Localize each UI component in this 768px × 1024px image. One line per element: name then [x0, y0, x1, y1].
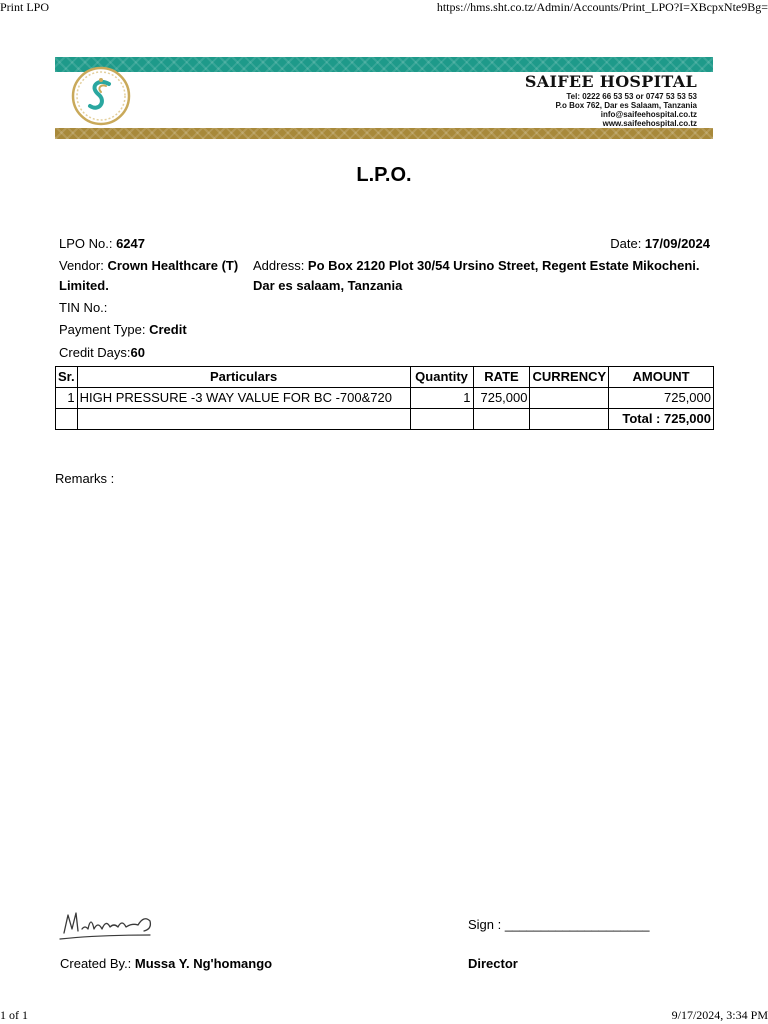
payment-type-label: Payment Type: — [59, 322, 150, 337]
date-field — [610, 234, 710, 254]
address-label: Address: — [253, 258, 308, 273]
cell-particulars: HIGH PRESSURE -3 WAY VALUE FOR BC -700&720 — [77, 388, 410, 409]
total-empty-cell — [77, 409, 410, 430]
signature-image — [58, 905, 158, 945]
column-header-currency: CURRENCY — [530, 367, 609, 388]
banner-bottom-band — [55, 128, 713, 139]
column-header-rate: RATE — [473, 367, 530, 388]
browser-print-header — [0, 0, 768, 16]
cell-rate: 725,000 — [473, 388, 530, 409]
column-header-quantity: Quantity — [410, 367, 473, 388]
address-line1: Po Box 2120 Plot 30/54 Ursino Street, Regent Estate Mikocheni. — [307, 258, 700, 273]
total-amount: Total : 725,000 — [609, 409, 714, 430]
tin-field — [59, 298, 107, 318]
cell-currency — [530, 388, 609, 409]
total-empty-cell — [530, 409, 609, 430]
print-page-count: 1 of 1 — [0, 1008, 28, 1022]
date-label: Date: — [610, 236, 645, 251]
lpo-number-label: LPO No.: — [59, 236, 117, 251]
payment-type-field — [59, 320, 187, 340]
vendor-name-line1: Crown Healthcare (T) — [107, 258, 239, 273]
hospital-email: info@saifeehospital.co.tz — [600, 110, 697, 119]
lpo-number-field — [59, 234, 145, 254]
cell-sr: 1 — [56, 388, 78, 409]
table-header-row — [56, 367, 714, 388]
credit-days-label: Credit Days: — [59, 345, 131, 360]
address-field — [253, 256, 700, 296]
director-label: Director — [468, 956, 518, 971]
table-row — [56, 388, 714, 409]
created-by-label: Created By.: — [60, 956, 135, 971]
hospital-address: P.o Box 762, Dar es Salaam, Tanzania — [555, 101, 697, 110]
lpo-number-value: 6247 — [116, 236, 145, 251]
tin-label: TIN No.: — [59, 300, 108, 315]
total-empty-cell — [410, 409, 473, 430]
created-by-value: Mussa Y. Ng'homango — [134, 956, 273, 971]
print-page-title: Print LPO — [0, 0, 50, 14]
address-line2: Dar es salaam, Tanzania — [253, 278, 403, 293]
remarks-label: Remarks : — [55, 471, 115, 486]
browser-print-footer — [0, 1008, 768, 1024]
credit-days-field — [59, 343, 145, 363]
column-header-particulars: Particulars — [77, 367, 410, 388]
vendor-label: Vendor: — [59, 258, 108, 273]
sign-line: Sign : ____________________ — [468, 917, 650, 932]
column-header-sr: Sr. — [56, 367, 78, 388]
total-empty-cell — [473, 409, 530, 430]
credit-days-value: 60 — [130, 345, 145, 360]
document-title: L.P.O. — [356, 164, 412, 186]
hospital-logo-icon — [71, 66, 131, 126]
total-empty-cell — [56, 409, 78, 430]
print-url: https://hms.sht.co.tz/Admin/Accounts/Print_LPO?I=XBcpxNte9Bg= — [436, 0, 768, 14]
hospital-tel: Tel: 0222 66 53 53 or 0747 53 53 53 — [566, 92, 697, 101]
hospital-contact-block — [525, 72, 697, 128]
date-value: 17/09/2024 — [644, 236, 710, 251]
column-header-amount: AMOUNT — [609, 367, 714, 388]
print-timestamp: 9/17/2024, 3:34 PM — [671, 1008, 768, 1022]
banner-top-band — [55, 57, 713, 72]
created-by-field — [60, 956, 272, 971]
payment-type-value: Credit — [149, 322, 187, 337]
hospital-website: www.saifeehospital.co.tz — [602, 119, 697, 128]
table-total-row — [56, 409, 714, 430]
vendor-field — [59, 256, 238, 296]
cell-quantity: 1 — [410, 388, 473, 409]
cell-amount: 725,000 — [609, 388, 714, 409]
hospital-banner — [55, 57, 713, 139]
items-table — [55, 366, 714, 430]
hospital-name: SAIFEE HOSPITAL — [524, 72, 697, 91]
vendor-name-line2: Limited. — [59, 278, 109, 293]
